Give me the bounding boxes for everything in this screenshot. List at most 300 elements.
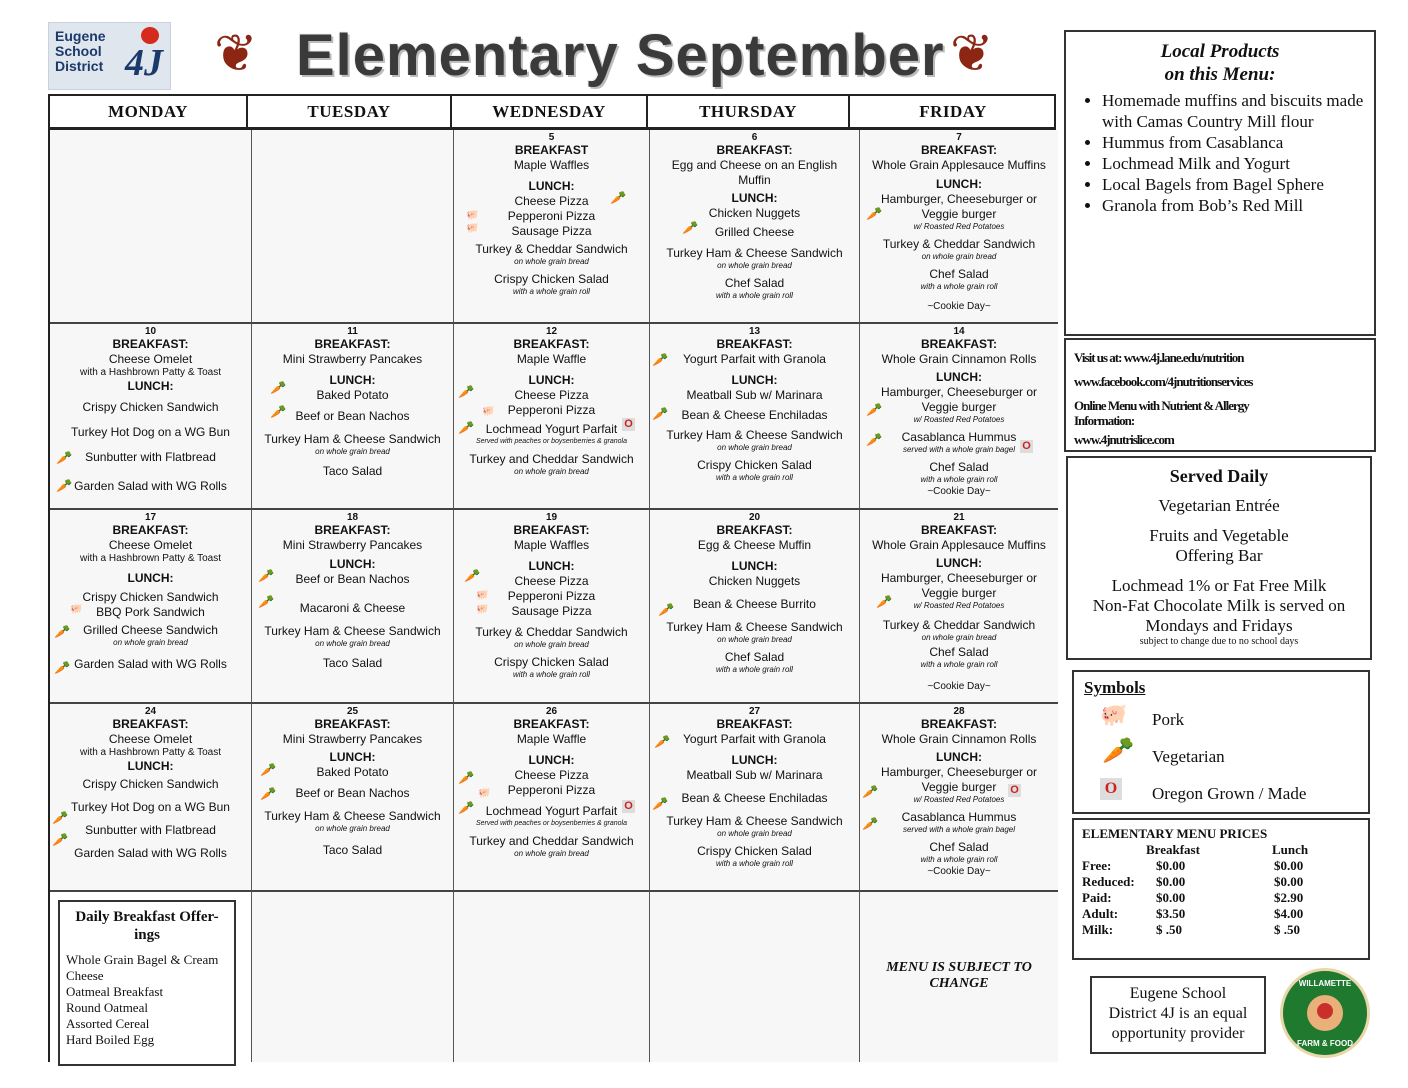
day-cell-27 bbox=[650, 704, 860, 892]
lunch-item: Hamburger, Cheeseburger or bbox=[880, 385, 1038, 399]
nutrient-info-label: Information: bbox=[1074, 413, 1135, 428]
pig-icon: 🐖 bbox=[476, 590, 489, 601]
lunch-heading: LUNCH: bbox=[936, 750, 982, 764]
equal-opportunity-line: Eugene School bbox=[1129, 985, 1227, 1002]
list-item: • Local Bagels from Bagel Sphere bbox=[1102, 174, 1366, 195]
menu-subject-note: MENU IS SUBJECT TO CHANGE bbox=[886, 960, 1032, 991]
served-item: Lochmead 1% or Fat Free Milk bbox=[1111, 576, 1327, 595]
lunch-heading: LUNCH: bbox=[329, 373, 376, 387]
carrot-icon: 🥕 bbox=[458, 420, 475, 435]
date-number: 20 bbox=[748, 512, 761, 523]
lunch-item: Hamburger, Cheeseburger or bbox=[880, 192, 1038, 206]
breakfast-item: Whole Grain Applesauce Muffins bbox=[872, 538, 1046, 552]
lunch-item: Veggie burger bbox=[921, 400, 997, 414]
breakfast-item: Maple Waffles bbox=[513, 158, 590, 172]
date-number: 28 bbox=[953, 706, 965, 717]
day-cell-19 bbox=[454, 510, 650, 704]
lunch-heading: LUNCH: bbox=[731, 753, 778, 767]
lunch-heading: LUNCH: bbox=[731, 559, 778, 573]
carrot-icon: 🥕 bbox=[458, 770, 475, 785]
breakfast-offering: Whole Grain Bagel & Cream Cheese bbox=[66, 952, 219, 983]
lunch-item: Pepperoni Pizza bbox=[507, 403, 596, 417]
date-number: 10 bbox=[144, 326, 157, 337]
logo-line-1: Eugene bbox=[55, 28, 106, 44]
lunch-item: Crispy Chicken Salad bbox=[697, 844, 812, 858]
breakfast-column-header: Breakfast bbox=[1146, 842, 1200, 857]
breakfast-heading: BREAKFAST bbox=[514, 143, 589, 157]
breakfast-item: Yogurt Parfait with Granola bbox=[683, 732, 826, 746]
lunch-item: Turkey Ham & Cheese Sandwich bbox=[666, 428, 843, 442]
date-number: 24 bbox=[144, 706, 157, 717]
lunch-item: Baked Potato bbox=[316, 388, 389, 402]
item-note: served with a whole grain bagel bbox=[902, 445, 1016, 454]
pig-icon: 🐖 bbox=[70, 604, 83, 615]
served-item: Mondays and Fridays bbox=[1145, 616, 1293, 635]
carrot-icon: 🥕 bbox=[866, 206, 883, 221]
oregon-grown-icon: O bbox=[622, 800, 635, 813]
symbols-title: Symbols bbox=[1084, 678, 1146, 697]
item-note: on whole grain bread bbox=[315, 824, 390, 833]
lunch-item: Crispy Chicken Salad bbox=[494, 272, 609, 286]
breakfast-heading: BREAKFAST: bbox=[920, 523, 997, 537]
item-note: on whole grain bread bbox=[717, 261, 792, 270]
lunch-item: Turkey Ham & Cheese Sandwich bbox=[264, 624, 441, 638]
lunch-item: Grilled Cheese bbox=[714, 225, 795, 239]
item-note: with a whole grain roll bbox=[716, 665, 793, 674]
breakfast-offering: Round Oatmeal bbox=[66, 1000, 148, 1015]
lunch-item: Veggie burger bbox=[921, 780, 997, 794]
facebook-link[interactable]: www.facebook.com/4jnutritionservices bbox=[1074, 374, 1253, 389]
breakfast-heading: BREAKFAST: bbox=[716, 337, 793, 351]
lunch-item: Baked Potato bbox=[316, 765, 389, 779]
breakfast-item: Mini Strawberry Pancakes bbox=[282, 538, 423, 552]
lunch-item: Chef Salad bbox=[929, 460, 989, 474]
breakfast-heading: BREAKFAST: bbox=[920, 717, 997, 731]
lunch-item: Crispy Chicken Sandwich bbox=[82, 590, 219, 604]
oregon-grown-icon: O bbox=[1008, 784, 1021, 797]
lunch-item: BBQ Pork Sandwich bbox=[96, 605, 205, 619]
lunch-item: Crispy Chicken Sandwich bbox=[82, 777, 219, 791]
lunch-heading: LUNCH: bbox=[528, 373, 575, 387]
lunch-item: Pepperoni Pizza bbox=[507, 589, 596, 603]
lunch-item: Garden Salad with WG Rolls bbox=[74, 846, 227, 860]
lunch-item: Veggie burger bbox=[921, 207, 997, 221]
carrot-icon: 🥕 bbox=[52, 810, 69, 825]
price-label: Adult: bbox=[1082, 906, 1119, 921]
breakfast-item: Maple Waffle bbox=[516, 732, 587, 746]
lunch-item: Hamburger, Cheeseburger or bbox=[880, 571, 1038, 585]
lunch-item: Sausage Pizza bbox=[511, 224, 592, 238]
date-number: 18 bbox=[346, 512, 359, 523]
equal-opportunity-line: District 4J is an equal bbox=[1108, 1005, 1248, 1022]
lunch-item: Meatball Sub w/ Marinara bbox=[686, 388, 823, 402]
pig-icon: 🐖 bbox=[466, 223, 479, 234]
carrot-icon: 🥕 bbox=[260, 762, 277, 777]
empty-cell bbox=[252, 892, 454, 1062]
date-number: 11 bbox=[347, 326, 358, 337]
item-note: with a whole grain roll bbox=[716, 473, 793, 482]
lunch-item: Crispy Chicken Salad bbox=[697, 458, 812, 472]
lunch-item: Lochmead Yogurt Parfait bbox=[485, 422, 618, 436]
breakfast-item: Mini Strawberry Pancakes bbox=[282, 732, 423, 746]
price-label: Free: bbox=[1082, 858, 1112, 873]
prices-title: ELEMENTARY MENU PRICES bbox=[1082, 826, 1268, 841]
carrot-icon: 🥕 bbox=[866, 402, 883, 417]
breakfast-price: $0.00 bbox=[1156, 874, 1186, 889]
lunch-column-header: Lunch bbox=[1272, 842, 1309, 857]
breakfast-heading: BREAKFAST: bbox=[112, 523, 189, 537]
breakfast-heading: BREAKFAST: bbox=[112, 717, 189, 731]
lunch-price: $ .50 bbox=[1274, 922, 1300, 937]
lunch-item: Taco Salad bbox=[322, 843, 383, 857]
carrot-icon: 🥕 bbox=[652, 352, 669, 367]
breakfast-offering: Assorted Cereal bbox=[66, 1016, 150, 1031]
equal-opportunity-line: opportunity provider bbox=[1111, 1025, 1245, 1042]
item-note: on whole grain bread bbox=[514, 640, 589, 649]
item-note: Served with peaches or boysenberries & granola bbox=[476, 438, 627, 445]
day-cell-11 bbox=[252, 324, 454, 510]
lunch-heading: LUNCH: bbox=[127, 379, 174, 393]
lunch-item: Hamburger, Cheeseburger or bbox=[880, 765, 1038, 779]
carrot-icon: 🥕 bbox=[866, 432, 883, 447]
breakfast-item: Yogurt Parfait with Granola bbox=[683, 352, 826, 366]
logo-text bbox=[55, 29, 106, 74]
logo-text: FARM & FOOD bbox=[1297, 1039, 1353, 1048]
item-note: on whole grain bread bbox=[315, 447, 390, 456]
breakfast-heading: BREAKFAST: bbox=[513, 717, 590, 731]
day-cell-5 bbox=[454, 130, 650, 324]
lunch-heading: LUNCH: bbox=[329, 557, 376, 571]
carrot-icon: 🥕 bbox=[652, 796, 669, 811]
lunch-heading: LUNCH: bbox=[731, 191, 778, 205]
logo-line-2: School bbox=[55, 43, 102, 59]
lunch-item: Turkey and Cheddar Sandwich bbox=[469, 834, 634, 848]
item-note: Served with peaches or boysenberries & granola bbox=[476, 820, 627, 827]
served-item: Non-Fat Chocolate Milk is served on bbox=[1092, 596, 1346, 615]
carrot-icon: 🥕 bbox=[52, 832, 69, 847]
website-link[interactable]: Visit us at: www.4j.lane.edu/nutrition bbox=[1074, 350, 1244, 365]
lunch-item: Beef or Bean Nachos bbox=[295, 786, 410, 800]
lunch-item: Turkey Ham & Cheese Sandwich bbox=[264, 809, 441, 823]
carrot-icon: 🥕 bbox=[56, 478, 73, 493]
legend-pork: Pork bbox=[1152, 710, 1185, 729]
menu-note-cell bbox=[860, 892, 1058, 1062]
lunch-item: Crispy Chicken Sandwich bbox=[82, 400, 219, 414]
pig-icon: 🐖 bbox=[1100, 702, 1128, 727]
lunch-item: Chicken Nuggets bbox=[708, 206, 801, 220]
breakfast-heading: BREAKFAST: bbox=[314, 717, 391, 731]
lunch-item: Turkey & Cheddar Sandwich bbox=[475, 242, 628, 256]
lunch-heading: LUNCH: bbox=[936, 556, 982, 570]
empty-cell bbox=[454, 892, 650, 1062]
breakfast-item: Maple Waffle bbox=[516, 352, 587, 366]
maple-leaf-icon: ❦ bbox=[950, 25, 994, 83]
item-note: on whole grain bread bbox=[717, 635, 792, 644]
carrot-icon: 🥕 bbox=[658, 602, 675, 617]
breakfast-item: Mini Strawberry Pancakes bbox=[282, 352, 423, 366]
pig-icon: 🐖 bbox=[482, 406, 495, 417]
oregon-grown-icon: O bbox=[1020, 440, 1033, 453]
breakfast-item: Cheese Omelet bbox=[108, 538, 193, 552]
lunch-price: $2.90 bbox=[1274, 890, 1304, 905]
date-number: 13 bbox=[748, 326, 761, 337]
day-cell-28 bbox=[860, 704, 1058, 892]
cookie-day-note: ~Cookie Day~ bbox=[927, 681, 991, 692]
lunch-item: Veggie burger bbox=[921, 586, 997, 600]
day-cell-7 bbox=[860, 130, 1058, 324]
carrot-icon: 🥕 bbox=[54, 660, 71, 675]
visit-box bbox=[1064, 338, 1376, 452]
lunch-heading: LUNCH: bbox=[936, 370, 982, 384]
served-daily-title: Served Daily bbox=[1169, 466, 1269, 486]
breakfast-heading: BREAKFAST: bbox=[513, 337, 590, 351]
lunch-item: Chef Salad bbox=[724, 650, 785, 664]
day-cell-25 bbox=[252, 704, 454, 892]
lunch-item: Chef Salad bbox=[929, 645, 989, 659]
lunch-item: Taco Salad bbox=[322, 464, 383, 478]
logo-number: 4J bbox=[125, 42, 163, 84]
item-note: w/ Roasted Red Potatoes bbox=[913, 222, 1005, 231]
breakfast-item: Maple Waffles bbox=[513, 538, 590, 552]
lunch-heading: LUNCH: bbox=[127, 759, 174, 773]
carrot-icon: 🥕 bbox=[1102, 736, 1135, 765]
item-note: w/ Roasted Red Potatoes bbox=[913, 415, 1005, 424]
breakfast-item: Egg and Cheese on an English bbox=[671, 158, 838, 172]
page-title: Elementary September bbox=[296, 23, 945, 88]
oregon-grown-icon: O bbox=[1100, 778, 1122, 800]
price-row bbox=[1082, 922, 1360, 938]
day-cell-10 bbox=[50, 324, 252, 510]
lunch-item: Beef or Bean Nachos bbox=[295, 572, 410, 586]
day-cell-17 bbox=[50, 510, 252, 704]
cookie-day-note: ~Cookie Day~ bbox=[927, 866, 991, 877]
carrot-icon: 🥕 bbox=[610, 190, 627, 205]
carrot-icon: 🥕 bbox=[56, 450, 73, 465]
lunch-item: Cheese Pizza bbox=[514, 388, 589, 402]
price-row bbox=[1082, 906, 1360, 922]
carrot-icon: 🥕 bbox=[260, 786, 277, 801]
day-cell-20 bbox=[650, 510, 860, 704]
breakfast-heading: BREAKFAST: bbox=[314, 337, 391, 351]
lunch-item: Meatball Sub w/ Marinara bbox=[686, 768, 823, 782]
lunch-item: Chef Salad bbox=[929, 840, 989, 854]
day-header-wednesday: WEDNESDAY bbox=[452, 96, 648, 130]
item-note: with a whole grain roll bbox=[920, 282, 998, 291]
breakfast-heading: BREAKFAST: bbox=[920, 143, 997, 157]
lunch-item: Bean & Cheese Burrito bbox=[693, 597, 816, 611]
lunch-item: Cheese Pizza bbox=[514, 768, 589, 782]
item-note: w/ Roasted Red Potatoes bbox=[913, 795, 1005, 804]
item-note: with a whole grain roll bbox=[513, 287, 590, 296]
day-cell-12 bbox=[454, 324, 650, 510]
list-item: • Lochmead Milk and Yogurt bbox=[1102, 153, 1366, 174]
carrot-icon: 🥕 bbox=[458, 800, 475, 815]
day-cell-21 bbox=[860, 510, 1058, 704]
lunch-item: Pepperoni Pizza bbox=[507, 783, 596, 797]
date-number: 17 bbox=[144, 512, 157, 523]
willamette-farm-food-logo bbox=[1280, 968, 1370, 1058]
price-row bbox=[1082, 890, 1360, 906]
lunch-item: Chef Salad bbox=[724, 276, 785, 290]
breakfast-offering: Hard Boiled Egg bbox=[66, 1032, 155, 1047]
lunch-item: Turkey Ham & Cheese Sandwich bbox=[666, 620, 843, 634]
breakfast-price: $0.00 bbox=[1156, 858, 1186, 873]
list-item: • Granola from Bob’s Red Mill bbox=[1102, 195, 1366, 216]
tomato-icon bbox=[1317, 1003, 1333, 1019]
day-cell-26 bbox=[454, 704, 650, 892]
lunch-item: Turkey Ham & Cheese Sandwich bbox=[264, 432, 441, 446]
item-note: on whole grain bread bbox=[717, 829, 792, 838]
breakfast-item: Whole Grain Cinnamon Rolls bbox=[881, 352, 1037, 366]
day-header-tuesday: TUESDAY bbox=[248, 96, 452, 130]
date-number: 19 bbox=[545, 512, 558, 523]
item-note: on whole grain bread bbox=[921, 633, 997, 642]
carrot-icon: 🥕 bbox=[54, 624, 71, 639]
breakfast-heading: BREAKFAST: bbox=[716, 143, 793, 157]
lunch-item: Turkey Ham & Cheese Sandwich bbox=[666, 246, 843, 260]
lunch-item: Taco Salad bbox=[322, 656, 383, 670]
item-note: with a whole grain roll bbox=[716, 291, 793, 300]
oregon-grown-icon: O bbox=[622, 418, 635, 431]
breakfast-item: Whole Grain Applesauce Muffins bbox=[872, 158, 1046, 172]
served-item: Offering Bar bbox=[1175, 546, 1263, 565]
pig-icon: 🐖 bbox=[476, 604, 489, 615]
item-note: with a whole grain roll bbox=[920, 660, 998, 669]
item-note: on whole grain bread bbox=[514, 467, 589, 476]
day-cell-13 bbox=[650, 324, 860, 510]
item-note: on whole grain bread bbox=[113, 638, 188, 647]
date-number: 21 bbox=[953, 512, 965, 523]
lunch-item: Chef Salad bbox=[929, 267, 989, 281]
daily-breakfast-cell bbox=[50, 892, 252, 1062]
carrot-icon: 🥕 bbox=[464, 568, 481, 583]
price-label: Reduced: bbox=[1082, 874, 1135, 889]
list-item: • Hummus from Casablanca bbox=[1102, 132, 1366, 153]
item-note: with a whole grain roll bbox=[920, 475, 998, 484]
breakfast-heading: BREAKFAST: bbox=[716, 523, 793, 537]
date-number: 14 bbox=[953, 326, 965, 337]
lunch-item: Turkey & Cheddar Sandwich bbox=[475, 625, 628, 639]
lunch-item: Lochmead Yogurt Parfait bbox=[485, 804, 618, 818]
nutrislice-link[interactable]: www.4jnutrislice.com bbox=[1074, 432, 1174, 447]
date-number: 5 bbox=[548, 132, 555, 143]
pig-icon: 🐖 bbox=[466, 210, 479, 221]
day-header-thursday: THURSDAY bbox=[648, 96, 850, 130]
served-item: Vegetarian Entrée bbox=[1158, 496, 1280, 515]
lunch-item: Crispy Chicken Salad bbox=[494, 655, 609, 669]
price-row bbox=[1082, 874, 1360, 890]
carrot-icon: 🥕 bbox=[258, 568, 275, 583]
carrot-icon: 🥕 bbox=[862, 784, 879, 799]
lunch-item: Pepperoni Pizza bbox=[507, 209, 596, 223]
item-note: with a whole grain roll bbox=[716, 859, 793, 868]
lunch-item: Macaroni & Cheese bbox=[299, 601, 406, 615]
day-header-friday: FRIDAY bbox=[850, 96, 1056, 130]
carrot-icon: 🥕 bbox=[270, 380, 287, 395]
lunch-item: Turkey Hot Dog on a WG Bun bbox=[71, 425, 230, 439]
pig-icon: 🐖 bbox=[478, 788, 491, 799]
lunch-heading: LUNCH: bbox=[329, 750, 376, 764]
day-cell-empty bbox=[50, 130, 252, 324]
item-note: with a whole grain roll bbox=[513, 670, 590, 679]
day-cell-24 bbox=[50, 704, 252, 892]
item-note: w/ Roasted Red Potatoes bbox=[913, 601, 1005, 610]
breakfast-item: Cheese Omelet bbox=[108, 732, 193, 746]
day-cell-18 bbox=[252, 510, 454, 704]
item-note: with a Hashbrown Patty & Toast bbox=[80, 747, 221, 758]
daily-breakfast-title: Daily Breakfast Offer-ings bbox=[75, 909, 219, 943]
lunch-item: Casablanca Hummus bbox=[901, 810, 1017, 824]
lunch-heading: LUNCH: bbox=[528, 179, 575, 193]
equal-opportunity-box bbox=[1090, 976, 1266, 1054]
date-number: 12 bbox=[545, 326, 558, 337]
lunch-item: Garden Salad with WG Rolls bbox=[74, 657, 227, 671]
price-row bbox=[1082, 858, 1360, 874]
lunch-item: Casablanca Hummus bbox=[901, 430, 1017, 444]
breakfast-price: $ .50 bbox=[1156, 922, 1182, 937]
breakfast-item: Whole Grain Cinnamon Rolls bbox=[881, 732, 1037, 746]
lunch-heading: LUNCH: bbox=[528, 559, 575, 573]
served-item: Fruits and Vegetable bbox=[1149, 526, 1289, 545]
prices-box bbox=[1072, 818, 1370, 960]
lunch-price: $4.00 bbox=[1274, 906, 1304, 921]
district-logo bbox=[48, 22, 171, 90]
lunch-item: Bean & Cheese Enchiladas bbox=[681, 791, 828, 805]
item-note: served with a whole grain bagel bbox=[902, 825, 1016, 834]
breakfast-heading: BREAKFAST: bbox=[314, 523, 391, 537]
maple-leaf-icon: ❦ bbox=[214, 25, 258, 83]
lunch-item: Sunbutter with Flatbread bbox=[85, 450, 216, 464]
lunch-price: $0.00 bbox=[1274, 874, 1304, 889]
item-note: on whole grain bread bbox=[514, 849, 589, 858]
item-note: on whole grain bread bbox=[514, 257, 589, 266]
carrot-icon: 🥕 bbox=[458, 384, 475, 399]
date-number: 7 bbox=[956, 132, 962, 143]
item-note: on whole grain bread bbox=[315, 639, 390, 648]
breakfast-heading: BREAKFAST: bbox=[716, 717, 793, 731]
date-number: 27 bbox=[748, 706, 761, 717]
legend-vegetarian: Vegetarian bbox=[1152, 747, 1225, 766]
item-note: with a Hashbrown Patty & Toast bbox=[80, 553, 221, 564]
carrot-icon: 🥕 bbox=[862, 816, 879, 831]
logo-line-3: District bbox=[55, 58, 104, 74]
lunch-item: Turkey Ham & Cheese Sandwich bbox=[666, 814, 843, 828]
date-number: 26 bbox=[545, 706, 558, 717]
lunch-item: Turkey Hot Dog on a WG Bun bbox=[71, 800, 230, 814]
lunch-heading: LUNCH: bbox=[127, 571, 174, 585]
lunch-heading: LUNCH: bbox=[731, 373, 778, 387]
local-products-list bbox=[1074, 90, 1366, 216]
symbols-legend bbox=[1072, 670, 1370, 814]
day-cell-6 bbox=[650, 130, 860, 324]
list-item: • Homemade muffins and biscuits made with Camas Country Mill flour bbox=[1102, 90, 1366, 132]
lunch-item: Turkey & Cheddar Sandwich bbox=[882, 618, 1036, 632]
date-number: 25 bbox=[346, 706, 359, 717]
item-note: with a Hashbrown Patty & Toast bbox=[80, 367, 221, 378]
lunch-item: Turkey and Cheddar Sandwich bbox=[469, 452, 634, 466]
day-cell-empty bbox=[252, 130, 454, 324]
lunch-heading: LUNCH: bbox=[528, 753, 575, 767]
lunch-item: Bean & Cheese Enchiladas bbox=[681, 408, 828, 422]
cookie-day-note: ~Cookie Day~ bbox=[927, 486, 991, 497]
lunch-item: Beef or Bean Nachos bbox=[295, 409, 410, 423]
item-note: with a whole grain roll bbox=[920, 855, 998, 864]
breakfast-price: $0.00 bbox=[1156, 890, 1186, 905]
breakfast-item: Egg & Cheese Muffin bbox=[697, 538, 812, 552]
day-cell-14 bbox=[860, 324, 1058, 510]
carrot-icon: 🥕 bbox=[258, 594, 275, 609]
lunch-price: $0.00 bbox=[1274, 858, 1304, 873]
